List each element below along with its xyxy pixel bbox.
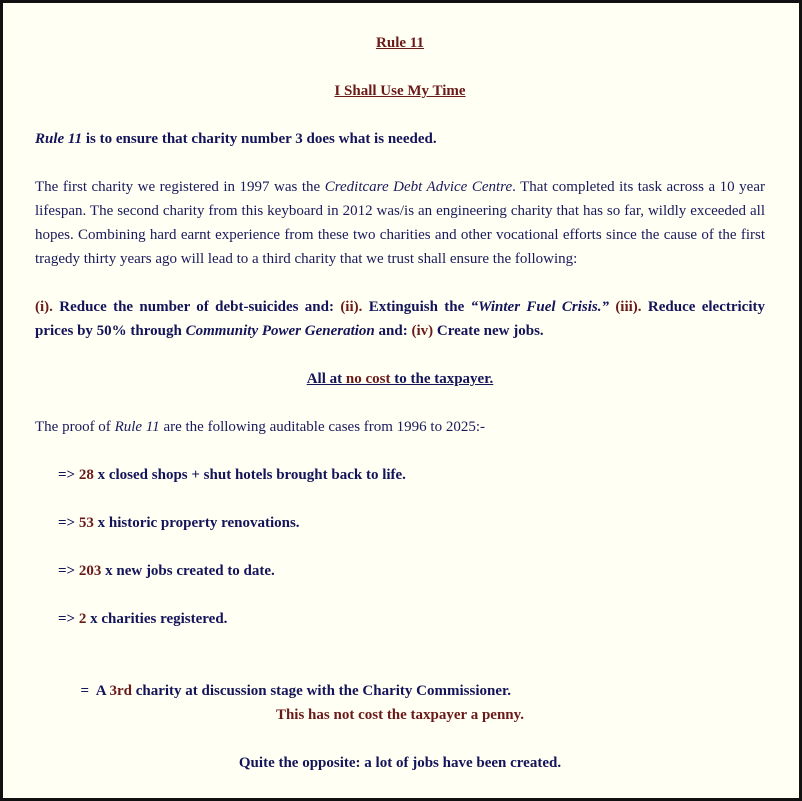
case-text: x historic property renovations.	[93, 515, 300, 531]
goal-2-quote: “Winter Fuel Crisis.”	[470, 299, 609, 315]
case-prefix: =>	[58, 515, 79, 531]
goal-3-text-b: and:	[374, 323, 412, 339]
goal-3-text-a: Reduce electricity prices by 50% through	[35, 299, 765, 339]
proof-paragraph	[35, 415, 765, 439]
case-item	[35, 463, 765, 487]
history-part1: The first charity we registered in 1997 was the	[35, 179, 325, 195]
case-text: x closed shops + shut hotels brought back to life.	[93, 467, 406, 483]
case-prefix: =>	[58, 467, 79, 483]
history-paragraph	[35, 175, 765, 271]
case-item	[35, 559, 765, 583]
proof-a: The proof of	[35, 419, 115, 435]
case-prefix: =>	[58, 611, 79, 627]
case-text: x new jobs created to date.	[101, 563, 275, 579]
case-text: x charities registered.	[86, 611, 228, 627]
goal-1-number: (i).	[35, 299, 53, 315]
case-prefix: =>	[58, 563, 79, 579]
case-number: 53	[78, 515, 94, 531]
goals-paragraph	[35, 295, 765, 343]
cost-a: All at	[306, 371, 346, 387]
intro-paragraph	[35, 127, 765, 151]
goal-2-number: (ii).	[340, 299, 363, 315]
case-number: 203	[78, 563, 102, 579]
case-prefix: = A	[80, 683, 110, 699]
title	[35, 31, 765, 55]
proof-b: are the following auditable cases from 1996 to 2025:-	[159, 419, 486, 435]
title-text: Rule 11	[376, 35, 424, 51]
case-item	[35, 607, 765, 631]
case-number: 28	[78, 467, 94, 483]
case-number: 2	[78, 611, 87, 627]
cost-statement	[35, 367, 765, 391]
cost-no-cost: no cost	[345, 371, 391, 387]
intro-text: is to ensure that charity number 3 does what is needed.	[82, 131, 437, 147]
cost-c: to the taxpayer.	[390, 371, 494, 387]
subtitle	[35, 79, 765, 103]
subtitle-text: I Shall Use My Time	[334, 83, 466, 99]
proof-rule: Rule 11	[114, 419, 160, 435]
closing-statement-2: Quite the opposite: a lot of jobs have been created.	[238, 755, 562, 771]
history-charity-name: Creditcare Debt Advice Centre	[324, 179, 513, 195]
intro-rule: Rule 11	[35, 131, 83, 147]
case-number: 3rd	[109, 683, 132, 699]
case-text: charity at discussion stage with the Charity Commissioner.	[131, 683, 512, 699]
goal-3-number: (iii).	[615, 299, 642, 315]
history-part2: . That completed its task across a 10 year lifespan. The second charity from this keyboard in 2012 was/is an engineering charity that has so far, wildly exceeded all hopes. Combining hard earnt experience from these two charities and other vocational efforts since the cause of the first tragedy thirty years ago will lead to a third charity that we trust shall ensure the following:	[35, 179, 765, 267]
case-item	[35, 511, 765, 535]
goal-1-text: Reduce the number of debt-suicides and:	[52, 299, 341, 315]
goal-4-text: Create new jobs.	[433, 323, 544, 339]
goal-4-number: (iv)	[411, 323, 434, 339]
closing-statement-1: This has not cost the taxpayer a penny.	[275, 707, 525, 723]
goal-3-cpg: Community Power Generation	[185, 323, 375, 339]
goal-2-text: Extinguish the	[362, 299, 471, 315]
